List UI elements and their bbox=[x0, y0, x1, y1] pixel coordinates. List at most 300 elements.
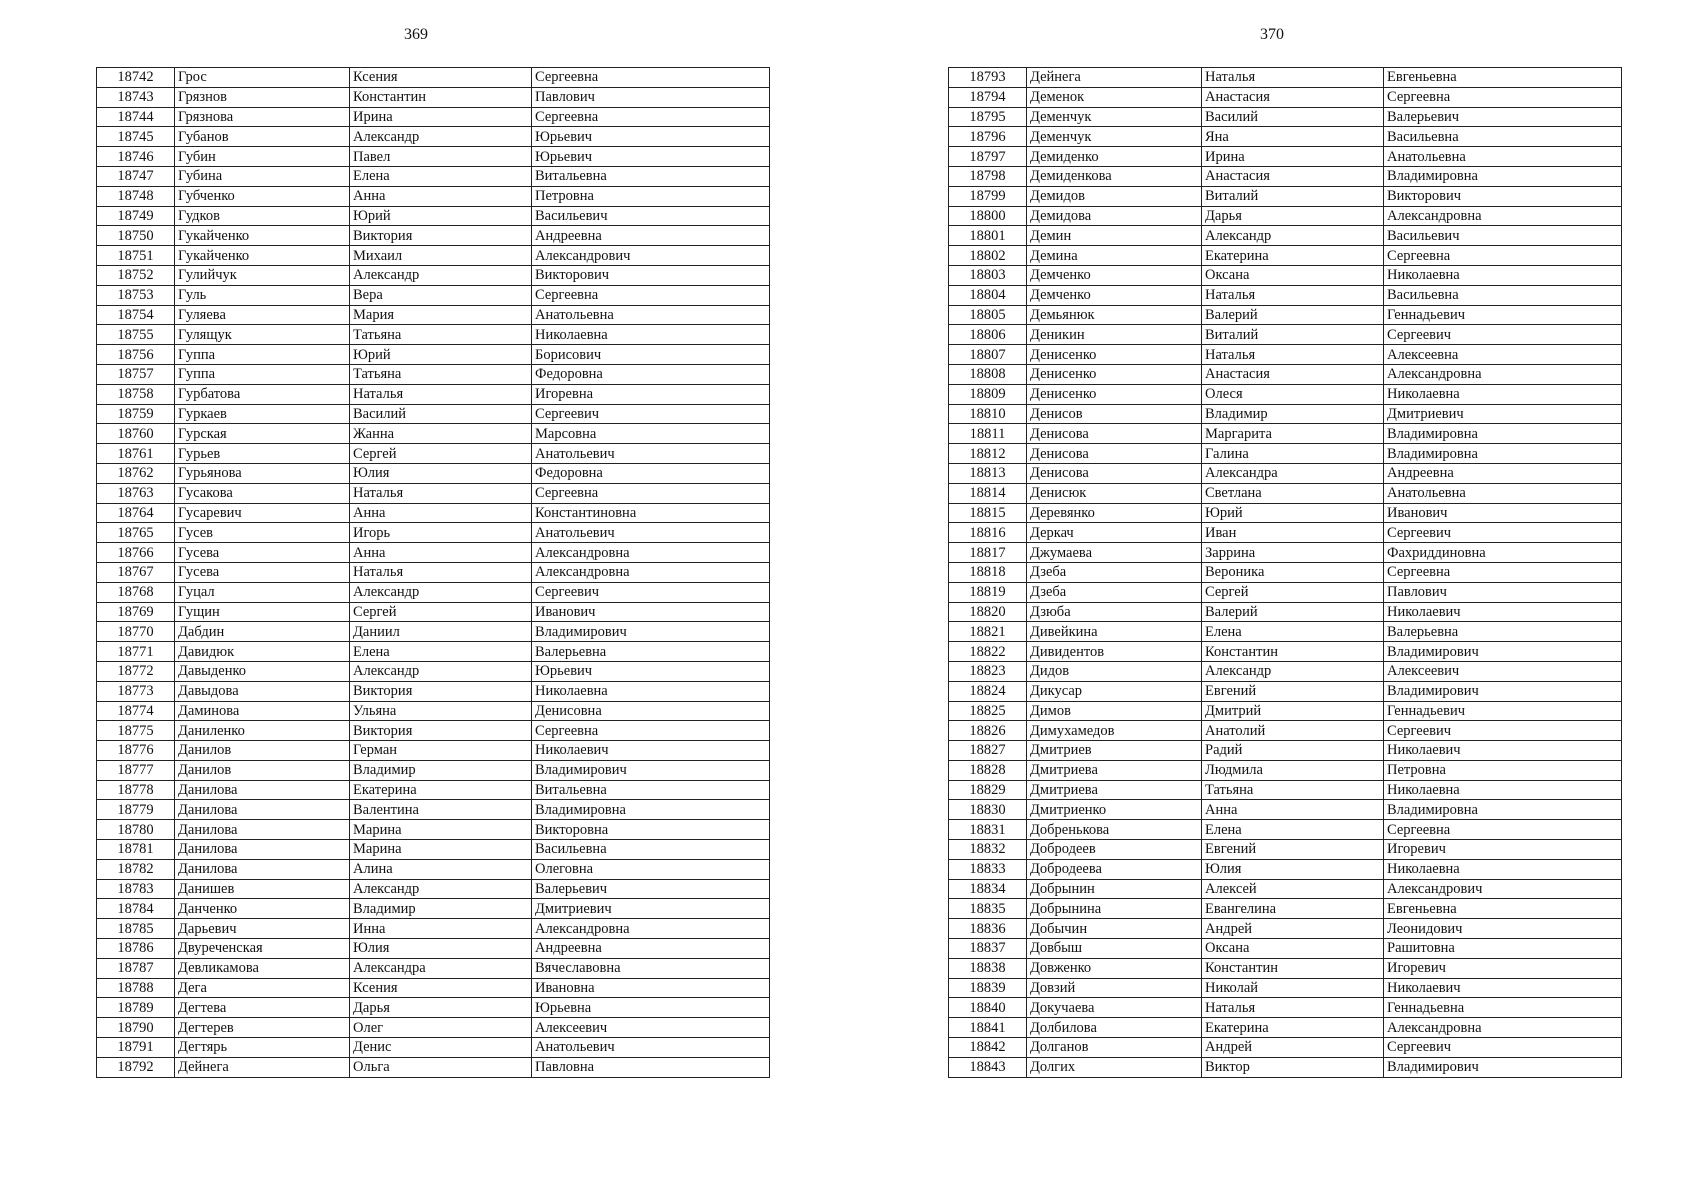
surname-cell: Демиденко bbox=[1027, 147, 1202, 167]
surname-cell: Гукайченко bbox=[175, 246, 350, 266]
table-row bbox=[97, 741, 770, 761]
first-name-cell: Олеся bbox=[1202, 384, 1384, 404]
first-name-cell: Наталья bbox=[1202, 285, 1384, 305]
record-number-cell: 18798 bbox=[949, 166, 1027, 186]
table-row bbox=[949, 543, 1622, 563]
record-number-cell: 18750 bbox=[97, 226, 175, 246]
table-row bbox=[97, 859, 770, 879]
patronymic-cell: Сергеевич bbox=[1384, 325, 1622, 345]
patronymic-cell: Сергеевна bbox=[1384, 246, 1622, 266]
table-row bbox=[949, 463, 1622, 483]
table-row bbox=[949, 701, 1622, 721]
first-name-cell: Анастасия bbox=[1202, 87, 1384, 107]
patronymic-cell: Николаевна bbox=[1384, 265, 1622, 285]
page-number-left: 369 bbox=[404, 26, 428, 43]
patronymic-cell: Юрьевич bbox=[532, 127, 770, 147]
first-name-cell: Виктория bbox=[350, 681, 532, 701]
first-name-cell: Виктория bbox=[350, 721, 532, 741]
first-name-cell: Виталий bbox=[1202, 186, 1384, 206]
patronymic-cell: Дмитриевич bbox=[532, 899, 770, 919]
surname-cell: Дабдин bbox=[175, 622, 350, 642]
surname-cell: Джумаева bbox=[1027, 543, 1202, 563]
record-number-cell: 18832 bbox=[949, 840, 1027, 860]
patronymic-cell: Николаевна bbox=[1384, 384, 1622, 404]
record-number-cell: 18786 bbox=[97, 939, 175, 959]
table-row bbox=[97, 760, 770, 780]
table-row bbox=[949, 879, 1622, 899]
first-name-cell: Наталья bbox=[1202, 345, 1384, 365]
table-row bbox=[97, 721, 770, 741]
first-name-cell: Александр bbox=[350, 661, 532, 681]
record-number-cell: 18815 bbox=[949, 503, 1027, 523]
first-name-cell: Наталья bbox=[1202, 68, 1384, 88]
record-number-cell: 18770 bbox=[97, 622, 175, 642]
patronymic-cell: Владимировна bbox=[1384, 444, 1622, 464]
patronymic-cell: Анатольевич bbox=[532, 444, 770, 464]
first-name-cell: Людмила bbox=[1202, 760, 1384, 780]
patronymic-cell: Сергеевна bbox=[1384, 562, 1622, 582]
record-number-cell: 18800 bbox=[949, 206, 1027, 226]
surname-cell: Губин bbox=[175, 147, 350, 167]
table-row bbox=[97, 305, 770, 325]
surname-cell: Дивейкина bbox=[1027, 622, 1202, 642]
first-name-cell: Александр bbox=[350, 265, 532, 285]
table-row bbox=[97, 642, 770, 662]
surname-cell: Дейнега bbox=[175, 1057, 350, 1077]
first-name-cell: Радий bbox=[1202, 741, 1384, 761]
patronymic-cell: Васильевна bbox=[1384, 127, 1622, 147]
first-name-cell: Марина bbox=[350, 820, 532, 840]
record-number-cell: 18768 bbox=[97, 582, 175, 602]
patronymic-cell: Николаевна bbox=[532, 325, 770, 345]
surname-cell: Дмитриев bbox=[1027, 741, 1202, 761]
surname-cell: Дикусар bbox=[1027, 681, 1202, 701]
table-row bbox=[97, 87, 770, 107]
record-number-cell: 18769 bbox=[97, 602, 175, 622]
table-row bbox=[97, 681, 770, 701]
table-row bbox=[949, 919, 1622, 939]
patronymic-cell: Александровна bbox=[532, 919, 770, 939]
table-row bbox=[97, 661, 770, 681]
first-name-cell: Василий bbox=[350, 404, 532, 424]
table-row bbox=[97, 404, 770, 424]
table-row bbox=[97, 424, 770, 444]
first-name-cell: Михаил bbox=[350, 246, 532, 266]
surname-cell: Грязнова bbox=[175, 107, 350, 127]
surname-cell: Деркач bbox=[1027, 523, 1202, 543]
surname-cell: Довбыш bbox=[1027, 939, 1202, 959]
surname-cell: Гуппа bbox=[175, 364, 350, 384]
record-number-cell: 18777 bbox=[97, 760, 175, 780]
patronymic-cell: Леонидович bbox=[1384, 919, 1622, 939]
patronymic-cell: Николаевна bbox=[532, 681, 770, 701]
record-number-cell: 18813 bbox=[949, 463, 1027, 483]
first-name-cell: Сергей bbox=[1202, 582, 1384, 602]
table-row bbox=[97, 939, 770, 959]
patronymic-cell: Федоровна bbox=[532, 463, 770, 483]
surname-cell: Долбилова bbox=[1027, 1018, 1202, 1038]
patronymic-cell: Денисовна bbox=[532, 701, 770, 721]
surname-cell: Гурьянова bbox=[175, 463, 350, 483]
record-number-cell: 18842 bbox=[949, 1038, 1027, 1058]
table-row bbox=[949, 87, 1622, 107]
record-number-cell: 18820 bbox=[949, 602, 1027, 622]
record-number-cell: 18763 bbox=[97, 483, 175, 503]
first-name-cell: Маргарита bbox=[1202, 424, 1384, 444]
record-number-cell: 18771 bbox=[97, 642, 175, 662]
surname-cell: Губина bbox=[175, 166, 350, 186]
record-number-cell: 18767 bbox=[97, 562, 175, 582]
first-name-cell: Даниил bbox=[350, 622, 532, 642]
surname-cell: Демидов bbox=[1027, 186, 1202, 206]
table-row bbox=[97, 444, 770, 464]
surname-cell: Добродеев bbox=[1027, 840, 1202, 860]
patronymic-cell: Александровна bbox=[1384, 364, 1622, 384]
first-name-cell: Павел bbox=[350, 147, 532, 167]
record-number-cell: 18744 bbox=[97, 107, 175, 127]
table-row bbox=[949, 503, 1622, 523]
record-number-cell: 18756 bbox=[97, 345, 175, 365]
patronymic-cell: Сергеевич bbox=[1384, 721, 1622, 741]
patronymic-cell: Игоревич bbox=[1384, 840, 1622, 860]
surname-cell: Деникин bbox=[1027, 325, 1202, 345]
patronymic-cell: Николаевна bbox=[1384, 780, 1622, 800]
patronymic-cell: Сергеевич bbox=[1384, 1038, 1622, 1058]
table-row bbox=[97, 503, 770, 523]
table-row bbox=[949, 622, 1622, 642]
record-number-cell: 18779 bbox=[97, 800, 175, 820]
surname-cell: Дегтерев bbox=[175, 1018, 350, 1038]
surname-cell: Давыдова bbox=[175, 681, 350, 701]
first-name-cell: Константин bbox=[1202, 642, 1384, 662]
first-name-cell: Владимир bbox=[350, 760, 532, 780]
patronymic-cell: Владимирович bbox=[1384, 1057, 1622, 1077]
record-number-cell: 18749 bbox=[97, 206, 175, 226]
patronymic-cell: Владимировна bbox=[1384, 166, 1622, 186]
first-name-cell: Сергей bbox=[350, 444, 532, 464]
record-number-cell: 18809 bbox=[949, 384, 1027, 404]
surname-cell: Дзюба bbox=[1027, 602, 1202, 622]
first-name-cell: Виктор bbox=[1202, 1057, 1384, 1077]
surname-cell: Даниленко bbox=[175, 721, 350, 741]
record-number-cell: 18781 bbox=[97, 840, 175, 860]
first-name-cell: Константин bbox=[1202, 958, 1384, 978]
record-number-cell: 18821 bbox=[949, 622, 1027, 642]
record-number-cell: 18747 bbox=[97, 166, 175, 186]
first-name-cell: Юрий bbox=[350, 345, 532, 365]
surname-cell: Губанов bbox=[175, 127, 350, 147]
surname-cell: Денисенко bbox=[1027, 345, 1202, 365]
record-number-cell: 18830 bbox=[949, 800, 1027, 820]
table-row bbox=[97, 958, 770, 978]
record-number-cell: 18808 bbox=[949, 364, 1027, 384]
patronymic-cell: Васильевна bbox=[1384, 285, 1622, 305]
surname-cell: Деменчук bbox=[1027, 107, 1202, 127]
record-number-cell: 18843 bbox=[949, 1057, 1027, 1077]
record-number-cell: 18810 bbox=[949, 404, 1027, 424]
table-row bbox=[949, 68, 1622, 88]
table-row bbox=[949, 741, 1622, 761]
first-name-cell: Вероника bbox=[1202, 562, 1384, 582]
table-row bbox=[97, 265, 770, 285]
first-name-cell: Александр bbox=[350, 582, 532, 602]
table-row bbox=[97, 384, 770, 404]
patronymic-cell: Валерьевич bbox=[1384, 107, 1622, 127]
record-number-cell: 18816 bbox=[949, 523, 1027, 543]
first-name-cell: Андрей bbox=[1202, 919, 1384, 939]
surname-cell: Демидова bbox=[1027, 206, 1202, 226]
surname-cell: Добычин bbox=[1027, 919, 1202, 939]
first-name-cell: Ольга bbox=[350, 1057, 532, 1077]
table-row bbox=[949, 285, 1622, 305]
surname-cell: Докучаева bbox=[1027, 998, 1202, 1018]
record-number-cell: 18789 bbox=[97, 998, 175, 1018]
record-number-cell: 18811 bbox=[949, 424, 1027, 444]
surname-cell: Гусева bbox=[175, 543, 350, 563]
surname-cell: Гурьев bbox=[175, 444, 350, 464]
record-number-cell: 18788 bbox=[97, 978, 175, 998]
surname-cell: Долгих bbox=[1027, 1057, 1202, 1077]
surname-cell: Добродеева bbox=[1027, 859, 1202, 879]
first-name-cell: Анна bbox=[350, 186, 532, 206]
surname-cell: Дивидентов bbox=[1027, 642, 1202, 662]
surname-cell: Довзий bbox=[1027, 978, 1202, 998]
surname-cell: Дега bbox=[175, 978, 350, 998]
record-number-cell: 18828 bbox=[949, 760, 1027, 780]
surname-cell: Демьянюк bbox=[1027, 305, 1202, 325]
first-name-cell: Екатерина bbox=[350, 780, 532, 800]
surname-cell: Дзеба bbox=[1027, 562, 1202, 582]
record-number-cell: 18783 bbox=[97, 879, 175, 899]
table-row bbox=[949, 364, 1622, 384]
surname-cell: Гулийчук bbox=[175, 265, 350, 285]
patronymic-cell: Сергеевич bbox=[532, 582, 770, 602]
record-number-cell: 18772 bbox=[97, 661, 175, 681]
surname-cell: Долганов bbox=[1027, 1038, 1202, 1058]
table-row bbox=[97, 147, 770, 167]
patronymic-cell: Сергеевич bbox=[1384, 523, 1622, 543]
first-name-cell: Олег bbox=[350, 1018, 532, 1038]
first-name-cell: Елена bbox=[350, 642, 532, 662]
first-name-cell: Анна bbox=[350, 503, 532, 523]
record-number-cell: 18792 bbox=[97, 1057, 175, 1077]
patronymic-cell: Валерьевна bbox=[1384, 622, 1622, 642]
patronymic-cell: Юрьевич bbox=[532, 661, 770, 681]
record-number-cell: 18829 bbox=[949, 780, 1027, 800]
table-row bbox=[949, 166, 1622, 186]
patronymic-cell: Фахриддиновна bbox=[1384, 543, 1622, 563]
table-row bbox=[97, 463, 770, 483]
table-row bbox=[949, 186, 1622, 206]
first-name-cell: Сергей bbox=[350, 602, 532, 622]
table-row bbox=[97, 285, 770, 305]
page-number-right: 370 bbox=[1260, 26, 1284, 43]
record-number-cell: 18806 bbox=[949, 325, 1027, 345]
first-name-cell: Наталья bbox=[350, 384, 532, 404]
record-number-cell: 18794 bbox=[949, 87, 1027, 107]
record-number-cell: 18742 bbox=[97, 68, 175, 88]
table-row bbox=[97, 602, 770, 622]
patronymic-cell: Николаевич bbox=[1384, 602, 1622, 622]
patronymic-cell: Марсовна bbox=[532, 424, 770, 444]
table-row bbox=[97, 68, 770, 88]
table-row bbox=[97, 978, 770, 998]
table-row bbox=[949, 345, 1622, 365]
surname-cell: Давыденко bbox=[175, 661, 350, 681]
surname-cell: Деревянко bbox=[1027, 503, 1202, 523]
first-name-cell: Александра bbox=[350, 958, 532, 978]
first-name-cell: Анна bbox=[350, 543, 532, 563]
first-name-cell: Анастасия bbox=[1202, 166, 1384, 186]
first-name-cell: Александра bbox=[1202, 463, 1384, 483]
surname-cell: Денисюк bbox=[1027, 483, 1202, 503]
patronymic-cell: Александрович bbox=[532, 246, 770, 266]
table-row bbox=[949, 899, 1622, 919]
record-number-cell: 18799 bbox=[949, 186, 1027, 206]
surname-cell: Данилов bbox=[175, 760, 350, 780]
first-name-cell: Яна bbox=[1202, 127, 1384, 147]
table-row bbox=[949, 444, 1622, 464]
table-row bbox=[949, 721, 1622, 741]
patronymic-cell: Сергеевна bbox=[1384, 87, 1622, 107]
first-name-cell: Оксана bbox=[1202, 265, 1384, 285]
table-row bbox=[949, 958, 1622, 978]
record-number-cell: 18839 bbox=[949, 978, 1027, 998]
surname-cell: Двуреченская bbox=[175, 939, 350, 959]
first-name-cell: Дмитрий bbox=[1202, 701, 1384, 721]
first-name-cell: Галина bbox=[1202, 444, 1384, 464]
record-number-cell: 18785 bbox=[97, 919, 175, 939]
patronymic-cell: Юрьевна bbox=[532, 998, 770, 1018]
patronymic-cell: Николаевич bbox=[1384, 978, 1622, 998]
record-number-cell: 18836 bbox=[949, 919, 1027, 939]
table-row bbox=[949, 859, 1622, 879]
table-row bbox=[97, 998, 770, 1018]
patronymic-cell: Павлович bbox=[1384, 582, 1622, 602]
first-name-cell: Валерий bbox=[1202, 602, 1384, 622]
table-row bbox=[97, 800, 770, 820]
surname-cell: Демина bbox=[1027, 246, 1202, 266]
first-name-cell: Виктория bbox=[350, 226, 532, 246]
surname-cell: Гусакова bbox=[175, 483, 350, 503]
record-number-cell: 18795 bbox=[949, 107, 1027, 127]
record-number-cell: 18766 bbox=[97, 543, 175, 563]
table-row bbox=[97, 345, 770, 365]
table-row bbox=[949, 1057, 1622, 1077]
table-row bbox=[949, 939, 1622, 959]
surname-cell: Добрынин bbox=[1027, 879, 1202, 899]
surname-cell: Дегтярь bbox=[175, 1038, 350, 1058]
record-number-cell: 18751 bbox=[97, 246, 175, 266]
patronymic-cell: Владимирович bbox=[1384, 681, 1622, 701]
table-row bbox=[949, 1038, 1622, 1058]
first-name-cell: Инна bbox=[350, 919, 532, 939]
record-number-cell: 18825 bbox=[949, 701, 1027, 721]
surname-cell: Деменок bbox=[1027, 87, 1202, 107]
surname-cell: Денисенко bbox=[1027, 364, 1202, 384]
patronymic-cell: Сергеевна bbox=[532, 107, 770, 127]
patronymic-cell: Владимировна bbox=[1384, 800, 1622, 820]
first-name-cell: Анастасия bbox=[1202, 364, 1384, 384]
record-number-cell: 18823 bbox=[949, 661, 1027, 681]
patronymic-cell: Геннадьевич bbox=[1384, 701, 1622, 721]
record-number-cell: 18831 bbox=[949, 820, 1027, 840]
patronymic-cell: Васильевна bbox=[532, 840, 770, 860]
first-name-cell: Заррина bbox=[1202, 543, 1384, 563]
record-number-cell: 18840 bbox=[949, 998, 1027, 1018]
patronymic-cell: Викторович bbox=[1384, 186, 1622, 206]
first-name-cell: Юлия bbox=[350, 463, 532, 483]
first-name-cell: Екатерина bbox=[1202, 246, 1384, 266]
surname-cell: Денисова bbox=[1027, 444, 1202, 464]
first-name-cell: Ксения bbox=[350, 978, 532, 998]
patronymic-cell: Ивановна bbox=[532, 978, 770, 998]
patronymic-cell: Викторович bbox=[532, 265, 770, 285]
record-number-cell: 18797 bbox=[949, 147, 1027, 167]
surname-cell: Дегтева bbox=[175, 998, 350, 1018]
first-name-cell: Юрий bbox=[1202, 503, 1384, 523]
patronymic-cell: Александровна bbox=[532, 543, 770, 563]
patronymic-cell: Евгеньевна bbox=[1384, 68, 1622, 88]
patronymic-cell: Витальевна bbox=[532, 780, 770, 800]
table-row bbox=[949, 265, 1622, 285]
record-number-cell: 18774 bbox=[97, 701, 175, 721]
table-row bbox=[97, 1018, 770, 1038]
table-row bbox=[97, 543, 770, 563]
surname-cell: Дмитриева bbox=[1027, 760, 1202, 780]
first-name-cell: Елена bbox=[350, 166, 532, 186]
first-name-cell: Евгений bbox=[1202, 681, 1384, 701]
table-row bbox=[949, 384, 1622, 404]
record-number-cell: 18841 bbox=[949, 1018, 1027, 1038]
first-name-cell: Светлана bbox=[1202, 483, 1384, 503]
patronymic-cell: Сергеевна bbox=[532, 68, 770, 88]
table-row bbox=[97, 226, 770, 246]
table-row bbox=[97, 166, 770, 186]
first-name-cell: Герман bbox=[350, 741, 532, 761]
surname-cell: Димов bbox=[1027, 701, 1202, 721]
table-row bbox=[949, 107, 1622, 127]
record-number-cell: 18790 bbox=[97, 1018, 175, 1038]
patronymic-cell: Владимировна bbox=[532, 800, 770, 820]
surname-cell: Гукайченко bbox=[175, 226, 350, 246]
surname-cell: Данилова bbox=[175, 800, 350, 820]
first-name-cell: Владимир bbox=[1202, 404, 1384, 424]
first-name-cell: Евангелина bbox=[1202, 899, 1384, 919]
patronymic-cell: Сергеевна bbox=[532, 285, 770, 305]
table-row bbox=[949, 800, 1622, 820]
table-row bbox=[97, 840, 770, 860]
patronymic-cell: Федоровна bbox=[532, 364, 770, 384]
table-row bbox=[949, 147, 1622, 167]
surname-cell: Гуппа bbox=[175, 345, 350, 365]
surname-cell: Гусева bbox=[175, 562, 350, 582]
first-name-cell: Ирина bbox=[1202, 147, 1384, 167]
first-name-cell: Алина bbox=[350, 859, 532, 879]
patronymic-cell: Валерьевич bbox=[532, 879, 770, 899]
table-row bbox=[949, 661, 1622, 681]
surname-cell: Деменчук bbox=[1027, 127, 1202, 147]
table-row bbox=[949, 840, 1622, 860]
record-number-cell: 18838 bbox=[949, 958, 1027, 978]
patronymic-cell: Сергеевич bbox=[532, 404, 770, 424]
patronymic-cell: Геннадьевич bbox=[1384, 305, 1622, 325]
table-row bbox=[97, 701, 770, 721]
first-name-cell: Татьяна bbox=[1202, 780, 1384, 800]
table-row bbox=[949, 998, 1622, 1018]
surname-cell: Дейнега bbox=[1027, 68, 1202, 88]
record-number-cell: 18757 bbox=[97, 364, 175, 384]
